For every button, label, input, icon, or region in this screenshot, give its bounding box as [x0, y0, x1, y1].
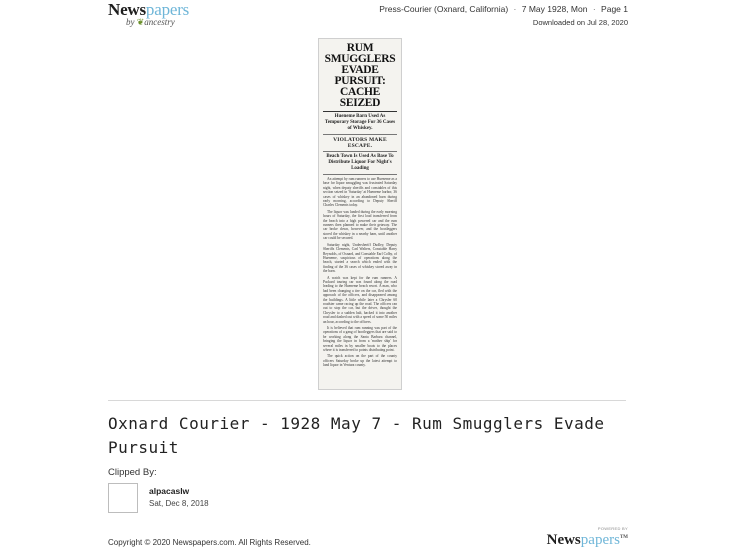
- divider: [108, 400, 626, 401]
- clip-date: Sat, Dec 8, 2018: [149, 499, 209, 508]
- footer-logo-wordmark: [547, 531, 628, 547]
- logo-ancestry: ancestry: [144, 17, 175, 27]
- clipping-paragraph: A watch was kept for the rum runners. A Packard touring car was found along the road leading to the Hueneme beach resort. A man, who had been changing a tire on the car, fled with the approach of the officers, and disappeared among the buildings. A little while later a Chrysler 60 roadster came racing up the road. The officers ran out to stop the car, but the driver, thought the Chrysler to a sudden halt, backed it into another road and dashed out with a speed of some 50 miles an hour, according to the officers.: [323, 275, 397, 324]
- footer-logo-prefix: News: [546, 532, 581, 548]
- publication-name: Press-Courier (Oxnard, California): [379, 4, 509, 14]
- logo-by: by: [126, 17, 135, 27]
- trademark: TM: [619, 535, 628, 540]
- clipping-body: [323, 175, 397, 368]
- clipping-paragraph: Saturday night, Undersheriff Dudley, Deputy Sheriffs Clements, Carl Walters, Constable Harry Reynolds, of Oxnard, and Constable Earl Colby, of Hueneme, suspicious of operations along the beach, started a search which ended with the finding of the 36 cases of whiskey stored away in the barn.: [323, 242, 397, 274]
- publication-info: [379, 4, 628, 14]
- separator: ·: [592, 4, 596, 14]
- copyright: Copyright © 2020 Newspapers.com. All Rights Reserved.: [108, 538, 311, 547]
- clipping-deck-2: VIOLATORS MAKE ESCAPE.: [323, 135, 397, 152]
- newspapers-logo[interactable]: [108, 0, 189, 28]
- powered-by-logo[interactable]: [547, 526, 628, 547]
- ancestry-leaf-icon: ❦: [136, 17, 145, 27]
- clipping-title: Oxnard Courier - 1928 May 7 - Rum Smugglers Evade Pursuit: [108, 414, 605, 457]
- clipping-paragraph: An attempt by rum runners to use Hueneme as a base for liquor smuggling was frustrated Saturday night, when deputy sheriffs and constables of this section seized in 'Saturday' at Hueneme harbor, 36 cases of whiskey in an abandoned barn during early morning, according to Deputy Sheriff Charles Clements today.: [323, 177, 397, 208]
- downloaded-date: Downloaded on Jul 28, 2020: [532, 18, 628, 27]
- clipping-deck-3: Beach Town Is Used As Base To Distribute Liquor For Night's Loading: [323, 152, 397, 175]
- clipping-paragraph: The quick action on the part of the county officers Saturday broke up the latest attempt to land liquor in Ventura county.: [323, 354, 397, 368]
- clipping-paragraph: The liquor was landed during the early morning hours of Saturday, the first load transferred from the beach into a high powered car and the rum runners then planned to make their getaway. The car broke down, however, and the bootleggers stored the whiskey in a nearby barn, until another car could be secured.: [323, 209, 397, 241]
- clipping-paragraph: It is believed that rum running was part of the operations of a gang of bootleggers that are said to be working along the Santa Barbara channel, bringing the liquor in from a 'mother ship' for several miles in by smaller boats to the places where it is transferred to points distributing point.: [323, 326, 397, 353]
- avatar[interactable]: [108, 483, 138, 513]
- newspaper-clipping[interactable]: [318, 38, 402, 390]
- clipping-headline: RUM SMUGGLERS EVADE PURSUIT: CACHE SEIZED: [323, 43, 397, 112]
- clipping-deck-1: Hueneme Barn Used As Temporary Storage For 36 Cases of Whiskey.: [323, 112, 397, 135]
- page-number: Page 1: [601, 4, 628, 14]
- clipped-by-label: Clipped By:: [108, 467, 157, 478]
- logo-prefix: News: [108, 0, 146, 19]
- powered-by-label: POWERED BY: [597, 526, 628, 531]
- separator: ·: [513, 4, 517, 14]
- username[interactable]: alpacaslw: [149, 486, 190, 496]
- logo-suffix: papers: [145, 0, 190, 19]
- footer-logo-suffix: papers: [580, 532, 620, 548]
- publication-date: 7 May 1928, Mon: [521, 4, 588, 14]
